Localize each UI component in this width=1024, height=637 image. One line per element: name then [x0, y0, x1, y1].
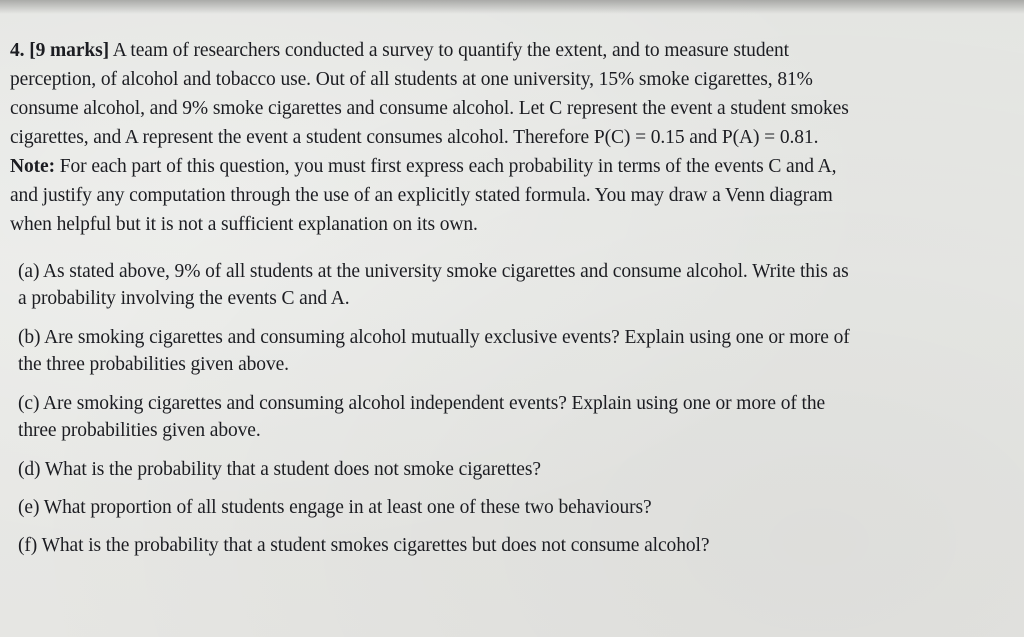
- part-c-line-2: three probabilities given above.: [18, 420, 261, 441]
- intro-line-1: [10, 36, 1010, 65]
- intro-line-3: consume alcohol, and 9% smoke cigarettes and consume alcohol. Let C represent the event a student smokes: [10, 98, 849, 119]
- note-text: For each part of this question, you must first express each probability in terms of the events C and A,: [59, 156, 837, 177]
- intro-text: A team of researchers conducted a survey to quantify the extent, and to measure student: [112, 40, 789, 61]
- part-e-line-1: (e) What proportion of all students engage in at least one of these two behaviours?: [18, 497, 652, 518]
- note-line-1: [10, 152, 1010, 181]
- question-number: 4.: [10, 40, 25, 61]
- question-marks: [9 marks]: [29, 40, 110, 61]
- intro-line-2: perception, of alcohol and tobacco use. Out of all students at one university, 15% smoke cigarettes, 81%: [10, 69, 813, 90]
- part-c-line-1: (c) Are smoking cigarettes and consuming alcohol independent events? Explain using one or more of the: [18, 393, 826, 414]
- part-e: [18, 494, 1008, 521]
- part-b-line-1: (b) Are smoking cigarettes and consuming alcohol mutually exclusive events? Explain using one or more of: [18, 327, 850, 348]
- part-c: [18, 390, 1008, 444]
- question-parts: [18, 258, 1008, 570]
- part-a-line-2: a probability involving the events C and A.: [18, 288, 350, 309]
- part-b-line-2: the three probabilities given above.: [18, 354, 289, 375]
- part-a-line-1: (a) As stated above, 9% of all students at the university smoke cigarettes and consume alcohol. Write this as: [18, 261, 849, 282]
- part-b: [18, 324, 1008, 378]
- question-intro: [10, 36, 1010, 239]
- part-f: [18, 532, 1008, 559]
- intro-line-4: cigarettes, and A represent the event a student consumes alcohol. Therefore P(C) = 0.15 and P(A) = 0.81.: [10, 127, 819, 148]
- part-a: [18, 258, 1008, 312]
- page-edge-shadow: [0, 0, 1024, 14]
- note-label: Note:: [10, 156, 55, 177]
- part-d: [18, 456, 1008, 483]
- note-line-2: and justify any computation through the use of an explicitly stated formula. You may draw a Venn diagram: [10, 185, 833, 206]
- note-line-3: when helpful but it is not a sufficient explanation on its own.: [10, 214, 478, 235]
- part-f-line-1: (f) What is the probability that a student smokes cigarettes but does not consume alcohol?: [18, 535, 710, 556]
- part-d-line-1: (d) What is the probability that a student does not smoke cigarettes?: [18, 459, 541, 480]
